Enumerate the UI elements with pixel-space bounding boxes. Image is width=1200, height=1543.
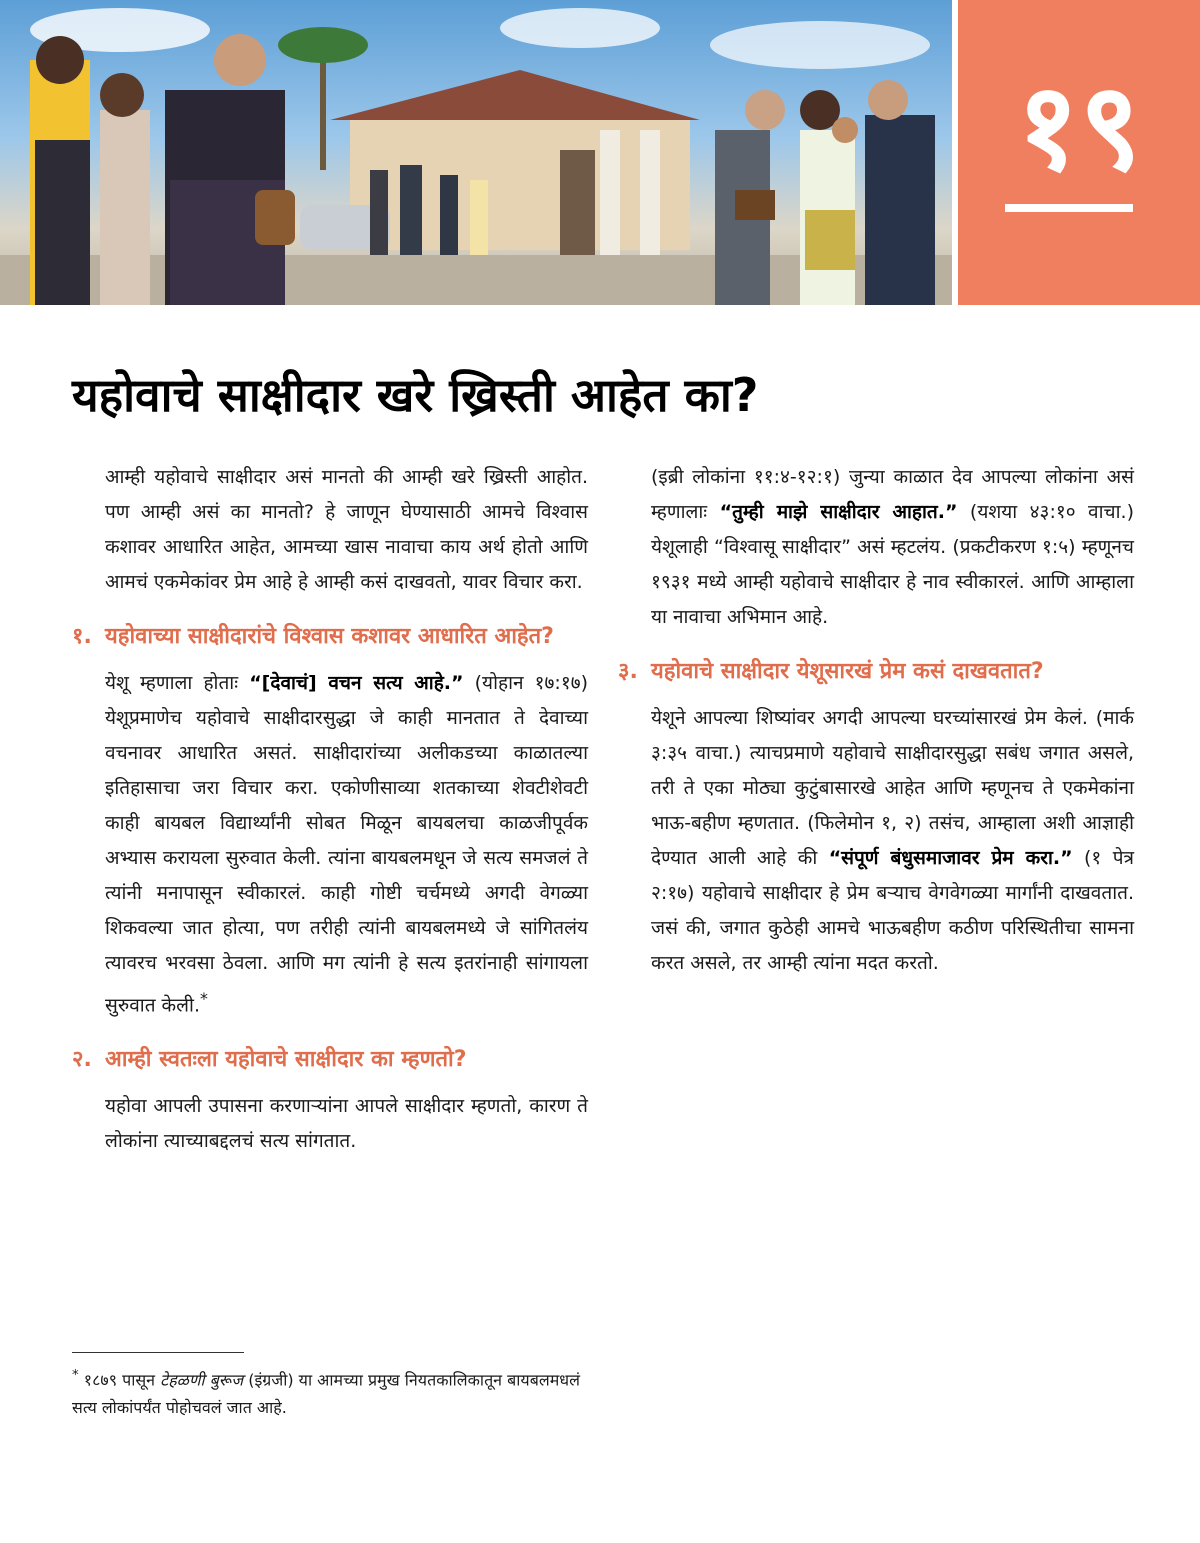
footnote-text-end: (इंग्रजी) या आमच्या प्रमुख नियतकालिकातून बायबलमधलं सत्य लोकांपर्यंत पोहोचवलं जात आहे. (72, 1370, 580, 1418)
lesson-number: १९ (1016, 58, 1142, 197)
left-column (72, 460, 588, 1159)
footnote-publication-title: टेहळणी बुरूज (160, 1370, 244, 1390)
q1-text-end: (योहान १७:१७) येशूप्रमाणेच यहोवाचे साक्षीदारसुद्धा जे काही मानतात ते देवाच्या वचनावर आधारित असतं. साक्षीदारांच्या अलीकडच्या काळातल्या इतिहासाचा जरा विचार करा. एकोणीसाव्या शतकाच्या शेवटीशेवटी काही बायबल विद्यार्थ्यांनी सोबत मिळून बायबलचा काळजीपूर्वक अभ्यास करायला सुरुवात केली. त्यांना बायबलमधून जे सत्य समजलं ते त्यांनी मनापासून स्वीकारलं. काही गोष्टी चर्चमध्ये अगदी वेगळ्या शिकवल्या जात होत्या, पण तरीही त्यांनी बायबलमध्ये जे सांगितलंय त्यावरच भरवसा ठेवला. आणि मग त्यांनी हे सत्य इतरांनाही सांगायला सुरुवात केली. (105, 672, 588, 1017)
q2-text-end: (यशया ४३:१० वाचा.) येशूलाही “विश्वासू साक्षीदार” असं म्हटलंय. (प्रकटीकरण १:५) म्हणूनच १९३१ मध्ये आम्ही यहोवाचे साक्षीदार हे नाव स्वीकारलं. आणि आम्हाला या नावाचा अभिमान आहे. (651, 501, 1134, 628)
question-2-paragraph-right (618, 460, 1134, 635)
footnote-text-start: १८७९ पासून (78, 1370, 161, 1390)
q3-text-end: (१ पेत्र २:१७) यहोवाचे साक्षीदार हे प्रेम बऱ्याच वेगवेगळ्या मार्गांनी दाखवतात. जसं की, जगात कुठेही आमचे भाऊबहीण कठीण परिस्थितीचा सामना करत असले, तर आम्ही त्यांना मदत करतो. (651, 847, 1134, 974)
question-3-number: ३. (618, 659, 638, 684)
question-1-heading (72, 618, 588, 656)
question-2-paragraph-left: यहोवा आपली उपासना करणाऱ्यांना आपले साक्षीदार म्हणतो, कारण ते लोकांना त्याच्याबद्दलचं सत्य सांगतात. (105, 1095, 588, 1153)
question-2-number: २. (72, 1047, 92, 1073)
intro-paragraph: आम्ही यहोवाचे साक्षीदार असं मानतो की आम्ही खरे ख्रिस्ती आहोत. पण आम्ही असं का मानतो? हे जाणून घेण्यासाठी आमचे विश्वास कशावर आधारित आहेत, आमच्या खास नावाचा काय अर्थ होतो आणि आमचं एकमेकांवर प्रेम आहे हे आम्ही कसं दाखवतो, यावर विचार करा. (105, 466, 588, 593)
footnote-divider (72, 1352, 244, 1353)
q2-text-start: (इब्री लोकांना ११:४-१२:१) जुन्या काळात देव आपल्या लोकांना असं म्हणालाः (651, 466, 1134, 523)
page-title: यहोवाचे साक्षीदार खरे ख्रिस्ती आहेत का? (72, 368, 759, 422)
question-3-heading (618, 653, 1134, 691)
question-2-text: आम्ही स्वतःला यहोवाचे साक्षीदार का म्हणतो? (105, 1047, 467, 1073)
hero-illustration (0, 0, 952, 305)
right-column (618, 460, 1134, 981)
footnote-mark: * (72, 1368, 79, 1383)
question-2-heading (72, 1041, 588, 1079)
footnote (72, 1362, 592, 1422)
question-3-paragraph (618, 701, 1134, 981)
lesson-number-underline (1005, 204, 1133, 212)
footnote-reference[interactable]: * (200, 989, 208, 1008)
lesson-number-box (958, 0, 1200, 305)
question-1-text: यहोवाच्या साक्षीदारांचे विश्वास कशावर आधारित आहेत? (105, 624, 554, 649)
q2-quote: “तुम्ही माझे साक्षीदार आहात.” (719, 501, 958, 523)
q1-quote: “[देवाचं] वचन सत्य आहे.” (249, 672, 464, 694)
question-3-text: यहोवाचे साक्षीदार येशूसारखं प्रेम कसं दाखवतात? (651, 659, 1044, 684)
hero-photo (0, 0, 952, 305)
q3-text-start: येशूने आपल्या शिष्यांवर अगदी आपल्या घरच्यांसारखं प्रेम केलं. (मार्क ३:३५ वाचा.) त्याचप्रमाणे यहोवाचे साक्षीदारसुद्धा सबंध जगात असले, तरी ते एका मोठ्या कुटुंबासारखे आहेत आणि म्हणूनच ते एकमेकांना भाऊ-बहीण म्हणतात. (फिलेमोन १, २) तसंच, आम्हाला अशी आज्ञाही देण्यात आली आहे की (651, 707, 1134, 869)
question-1-paragraph (72, 666, 588, 1023)
q3-quote: “संपूर्ण बंधुसमाजावर प्रेम करा.” (828, 847, 1073, 869)
q1-text-start: येशू म्हणाला होताः (105, 672, 250, 694)
question-1-number: १. (72, 624, 92, 649)
